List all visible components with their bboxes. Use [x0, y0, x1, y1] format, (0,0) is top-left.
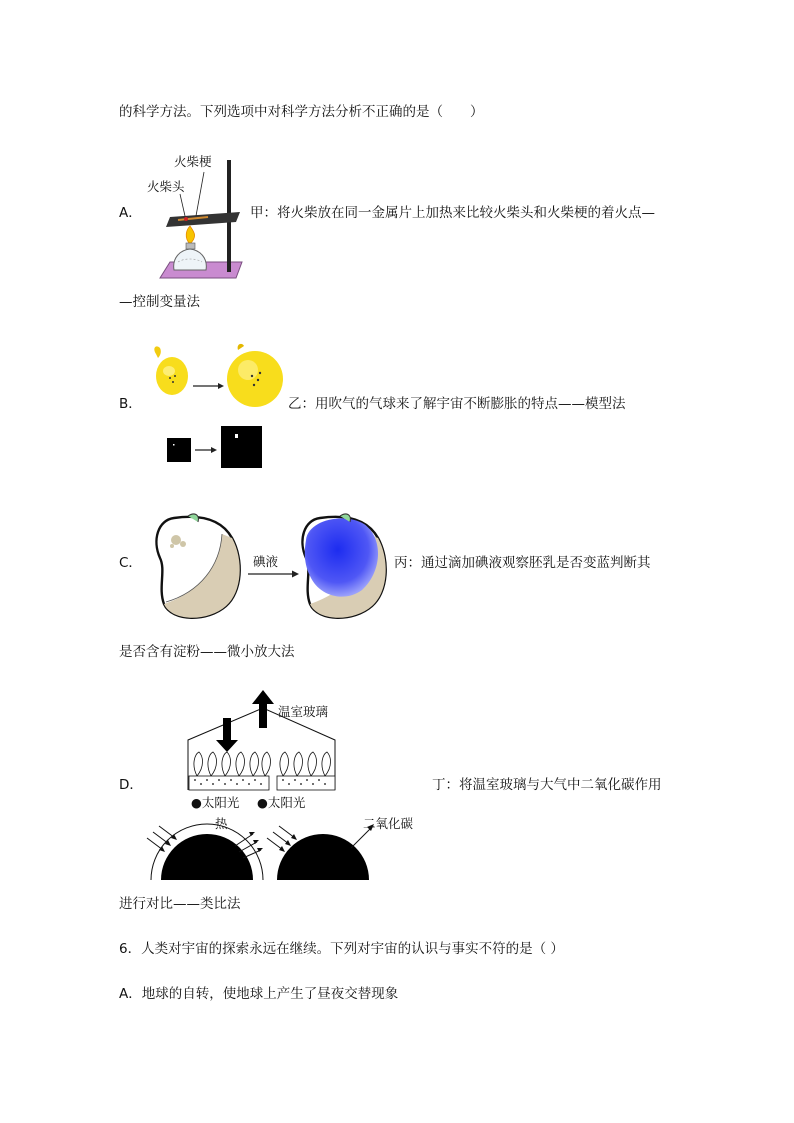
match-stick-label: 火柴梗: [174, 154, 212, 169]
option-b-text: 乙：用吹气的气球来了解宇宙不断膨胀的特点——模型法: [288, 396, 626, 412]
option-a-letter: A．: [119, 205, 142, 221]
iodine-label: 碘液: [253, 554, 279, 569]
greenhouse-analogy-figure: [145, 688, 385, 883]
greenhouse-glass-label: 温室玻璃: [278, 704, 329, 719]
option-c-text-continued: 是否含有淀粉——微小放大法: [119, 644, 295, 660]
option-c-text: 丙：通过滴加碘液观察胚乳是否变蓝判断其: [394, 555, 651, 571]
co2-label: 二氧化碳: [363, 816, 414, 831]
option-c-letter: C．: [119, 555, 142, 571]
question-6-option-a: A．地球的自转，使地球上产生了昼夜交替现象: [119, 986, 399, 1002]
option-b-letter: B．: [119, 396, 142, 412]
option-d-text: 丁：将温室玻璃与大气中二氧化碳作用: [432, 777, 662, 793]
option-d-text-continued: 进行对比——类比法: [119, 896, 241, 912]
balloon-expansion-figure: [148, 342, 283, 472]
sunlight-label-right: ●太阳光: [257, 795, 306, 810]
question-stem: 的科学方法。下列选项中对科学方法分析不正确的是（ ）: [119, 104, 484, 120]
match-head-label: 火柴头: [147, 179, 185, 194]
question-6-stem: 6．人类对宇宙的探索永远在继续。下列对宇宙的认识与事实不符的是（ ）: [119, 941, 564, 957]
option-a-text: 甲：将火柴放在同一金属片上加热来比较火柴头和火柴梗的着火点—: [250, 205, 655, 221]
option-a-text-continued: —控制变量法: [119, 294, 200, 310]
heat-label: 热: [215, 816, 228, 831]
sunlight-label-left: ●太阳光: [191, 795, 240, 810]
option-d-letter: D．: [119, 777, 143, 793]
